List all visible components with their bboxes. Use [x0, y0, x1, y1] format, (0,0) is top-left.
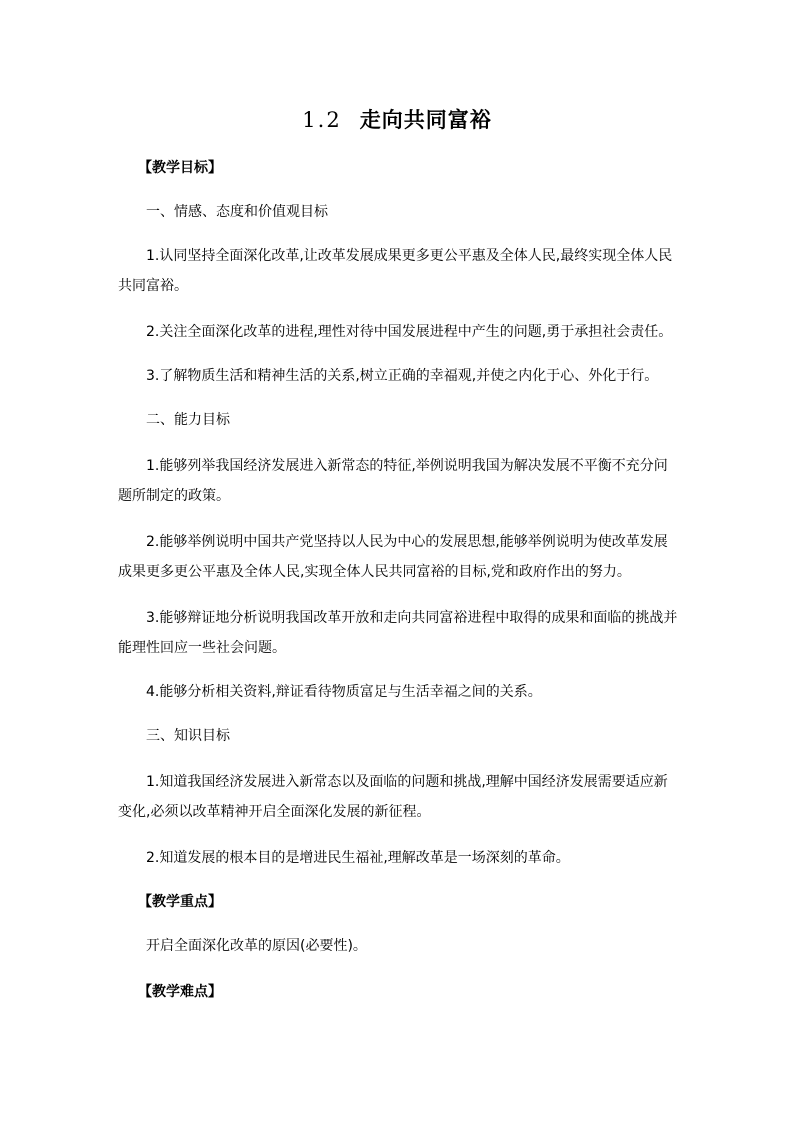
part1-item1-line1: 1.认同坚持全面深化改革,让改革发展成果更多更公平惠及全体人民,最终实现全体人民	[146, 248, 673, 264]
part2-item1-line2: 题所制定的政策。	[118, 488, 230, 504]
part1-heading: 一、情感、态度和价值观目标	[146, 204, 328, 220]
part3-item2: 2.知道发展的根本目的是增进民生福祉,理解改革是一场深刻的革命。	[146, 850, 570, 866]
title-number: 1.2	[302, 108, 342, 132]
part3-item1-line2: 变化,必须以改革精神开启全面深化发展的新征程。	[118, 804, 431, 820]
part2-item4: 4.能够分析相关资料,辩证看待物质富足与生活幸福之间的关系。	[146, 684, 542, 700]
objectives-heading: 【教学目标】	[138, 160, 222, 176]
key-points-text: 开启全面深化改革的原因(必要性)。	[146, 938, 367, 954]
key-points-heading: 【教学重点】	[138, 894, 222, 910]
part2-item3-line2: 能理性回应一些社会问题。	[118, 640, 286, 656]
part3-heading: 三、知识目标	[146, 728, 230, 744]
part3-item1-line1: 1.知道我国经济发展进入新常态以及面临的问题和挑战,理解中国经济发展需要适应新	[146, 774, 668, 790]
part2-item1-line1: 1.能够列举我国经济发展进入新常态的特征,举例说明我国为解决发展不平衡不充分问	[146, 458, 668, 474]
part2-item2-line1: 2.能够举例说明中国共产党坚持以人民为中心的发展思想,能够举例说明为使改革发展	[146, 534, 668, 550]
part1-item2: 2.关注全面深化改革的进程,理性对待中国发展进程中产生的问题,勇于承担社会责任。	[146, 324, 673, 340]
part2-heading: 二、能力目标	[146, 412, 230, 428]
part2-item3-line1: 3.能够辩证地分析说明我国改革开放和走向共同富裕进程中取得的成果和面临的挑战并	[146, 610, 678, 626]
part2-item2-line2: 成果更多更公平惠及全体人民,实现全体人民共同富裕的目标,党和政府作出的努力。	[118, 564, 631, 580]
part1-item1-line2: 共同富裕。	[118, 278, 188, 294]
difficult-points-heading: 【教学难点】	[138, 984, 222, 1000]
document-title	[0, 104, 794, 134]
title-text: 走向共同富裕	[359, 107, 492, 132]
part1-item3: 3.了解物质生活和精神生活的关系,树立正确的幸福观,并使之内化于心、外化于行。	[146, 368, 659, 384]
